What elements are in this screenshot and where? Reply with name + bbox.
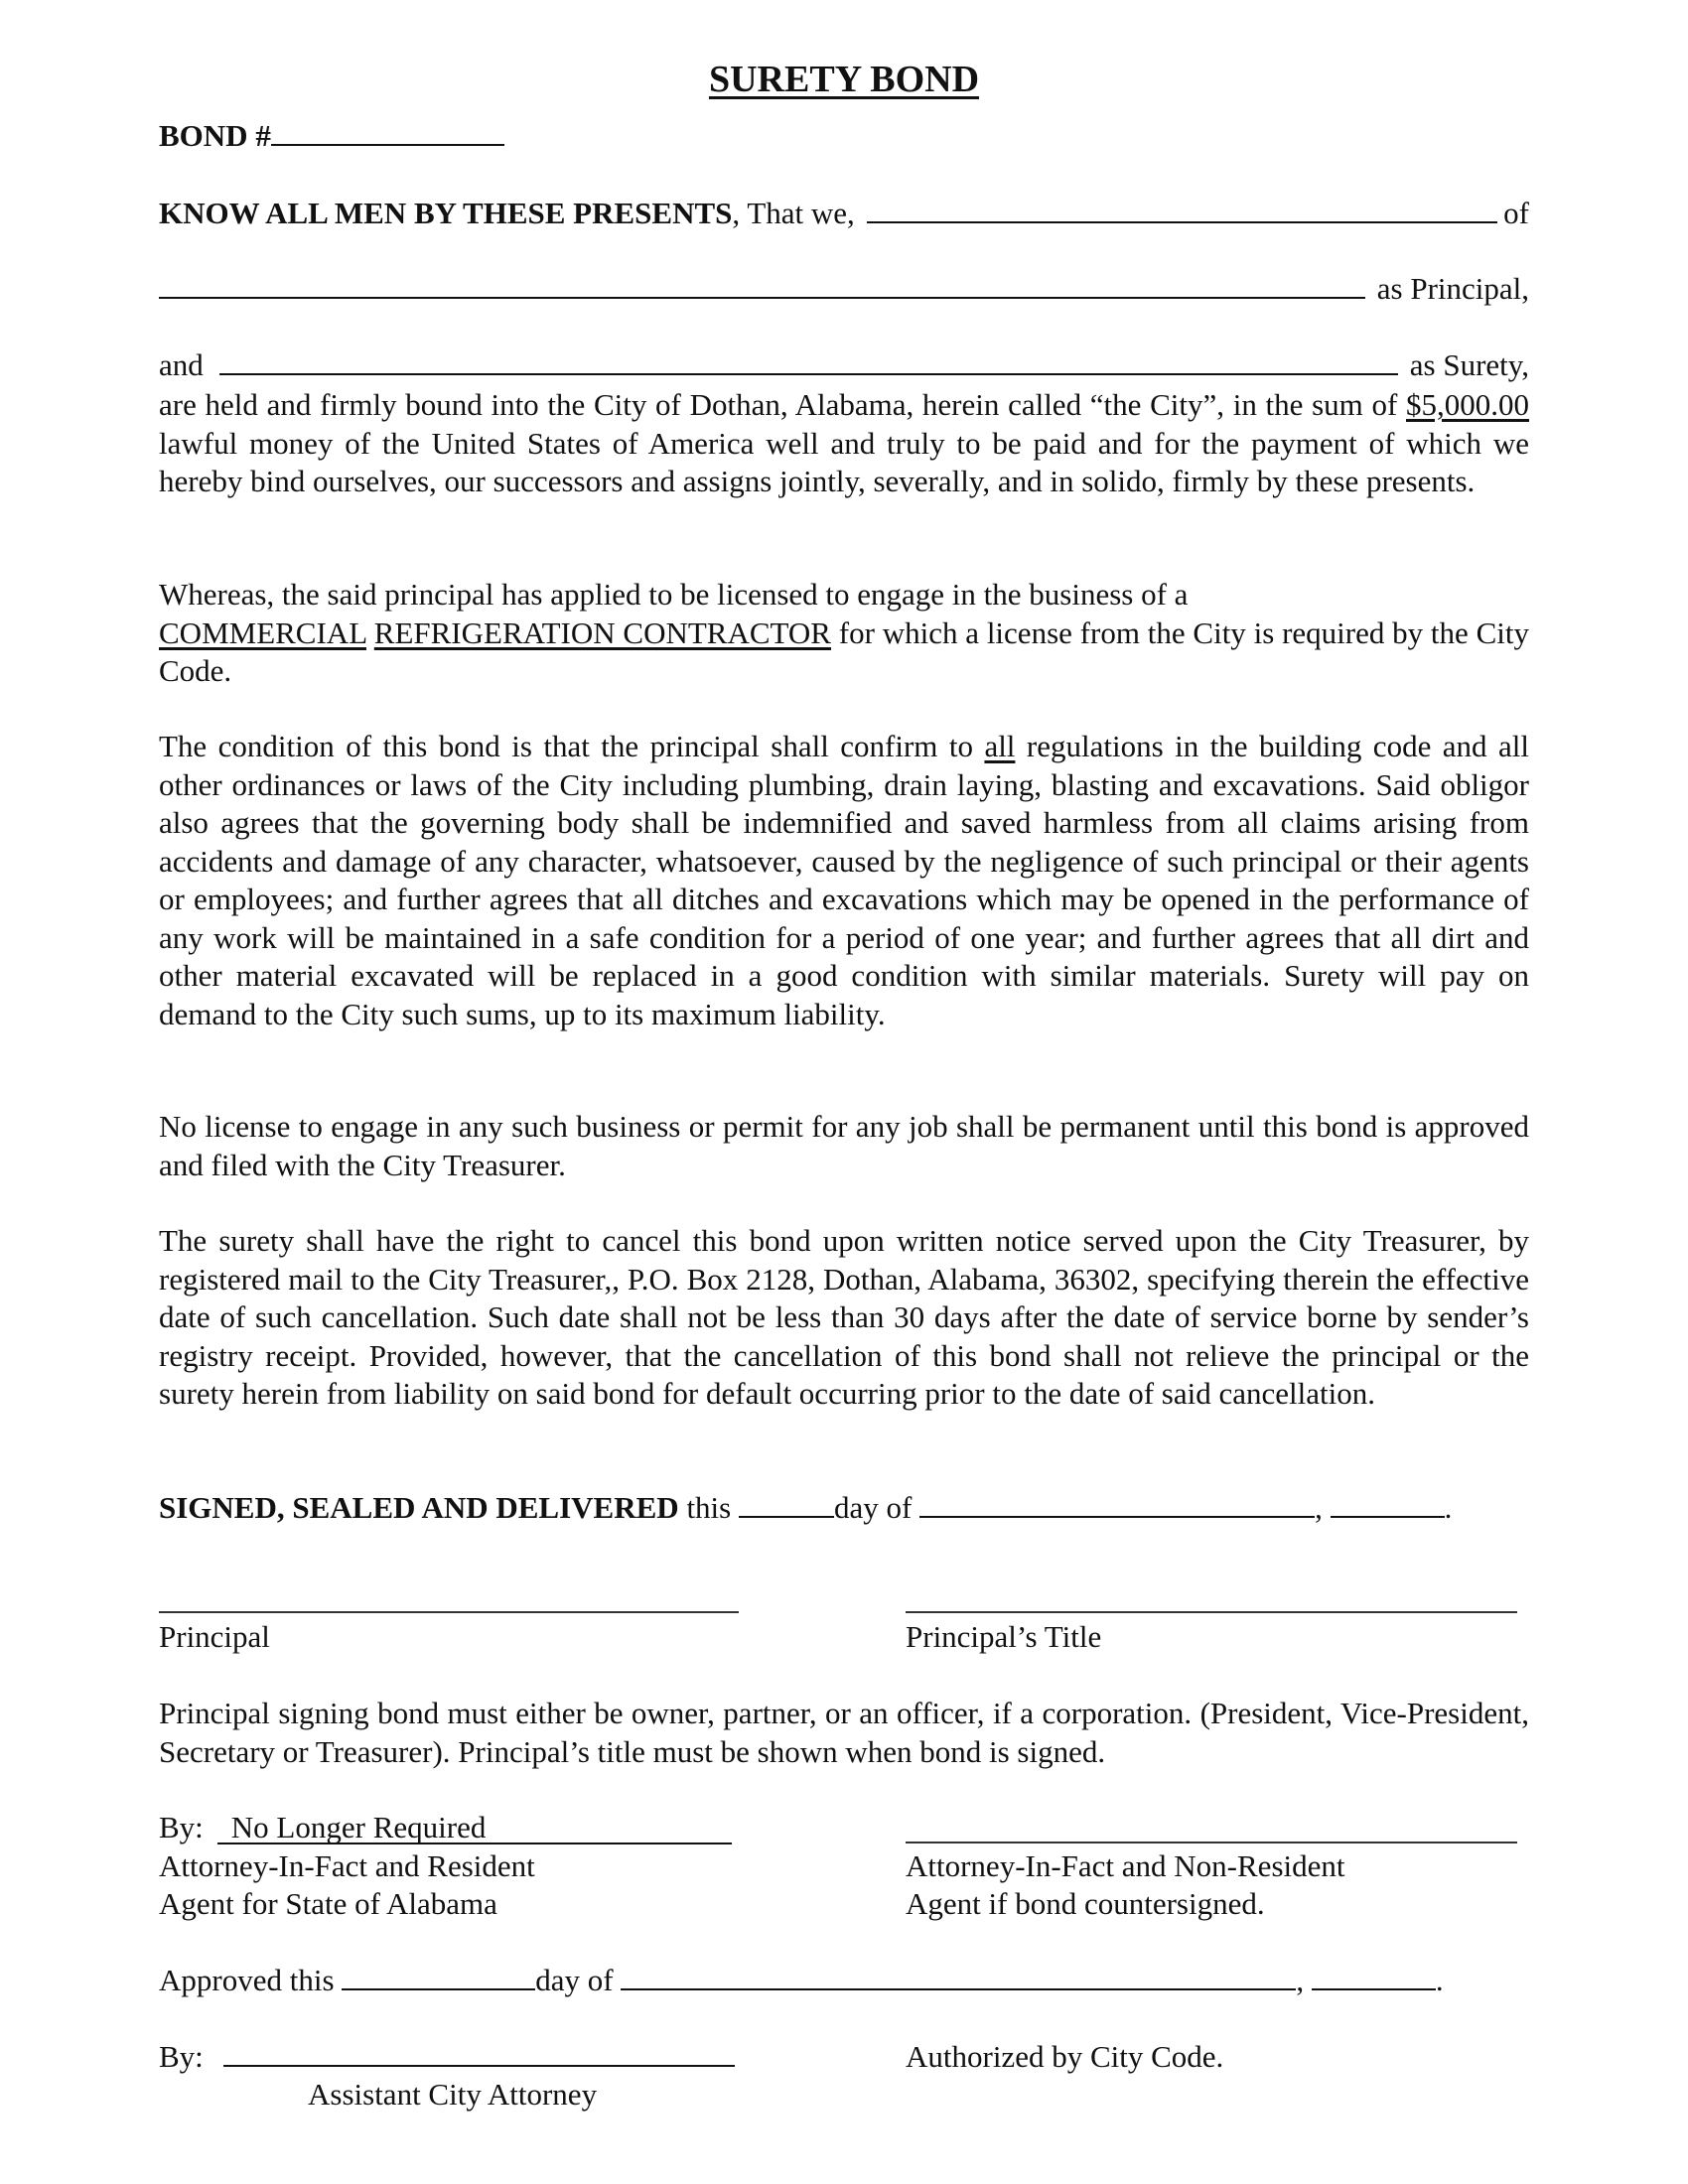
signed-day-of-text: day of — [833, 1490, 913, 1525]
of-text: of — [1503, 196, 1529, 230]
document-title: SURETY BOND — [708, 59, 980, 100]
paragraph-whereas-text-b: for which a license from the City is required by the City Code. — [159, 614, 1530, 688]
approved-row — [159, 1962, 1444, 1999]
signed-sealed-row — [159, 1489, 1452, 1527]
business-type-commercial: COMMERCIAL — [159, 614, 366, 650]
bond-number-blank[interactable] — [271, 122, 504, 146]
approved-this-text: Approved this — [159, 1963, 335, 1997]
approved-period: . — [1435, 1963, 1444, 1997]
signed-this-text: this — [678, 1490, 739, 1525]
principal-signature-line[interactable] — [159, 1611, 739, 1613]
approved-month-blank[interactable] — [621, 1967, 1296, 1990]
as-principal-text: as Principal, — [1376, 271, 1529, 306]
paragraph-whereas-text-a: Whereas, the said principal has applied to be licensed to engage in the business of a — [159, 577, 1189, 612]
city-attorney-by-label: By: — [159, 2039, 204, 2074]
principal-name-blank[interactable] — [867, 200, 1497, 223]
bond-number-label: BOND # — [159, 118, 271, 153]
paragraph-no-license: No license to engage in any such business or permit for any job shall be permanent until this bond is approved and filed with the City Treasurer. — [159, 1109, 1529, 1182]
approved-day-of-text: day of — [535, 1963, 614, 1997]
paragraph-bound-text-b: lawful money of the United States of America well and truly to be paid and for the payment of which we hereby bind ourselves, our successors and assigns jointly, severally, and in solido, firmly by these presents. — [159, 425, 1529, 498]
approved-comma: , — [1296, 1963, 1305, 1997]
signed-period: . — [1444, 1490, 1453, 1525]
signed-month-blank[interactable] — [919, 1494, 1315, 1518]
paragraph-condition-text-a: The condition of this bond is that the principal shall confirm to — [159, 729, 985, 763]
bond-number-row — [159, 117, 504, 155]
resident-agent-by-row — [159, 1809, 732, 1846]
principal-address-blank[interactable] — [159, 275, 1365, 299]
signed-year-blank[interactable] — [1331, 1494, 1445, 1518]
signed-comma: , — [1315, 1490, 1323, 1525]
and-text: and — [159, 347, 204, 382]
signed-sealed-heading: SIGNED, SEALED AND DELIVERED — [159, 1490, 679, 1525]
principal-label: Principal — [159, 1619, 270, 1654]
paragraph-bound — [159, 386, 1529, 501]
principal-address-row — [159, 270, 1529, 308]
know-all-men-heading: KNOW ALL MEN BY THESE PRESENTS — [159, 196, 733, 230]
signed-day-blank[interactable] — [739, 1494, 834, 1518]
resident-by-label: By: — [159, 1810, 204, 1844]
paragraph-condition-text-b: regulations in the building code and all other ordinances or laws of the City including plumbing, drain laying, blasting and excavations. Said obligor also agrees that the governing body shall be indemnified and saved harmless from all claims arising from accidents and damage of any character, whatsoever, caused by the negligence of such principal or their agents or employees; and further agrees that all ditches and excavations which may be opened in the performance of any work will be maintained in a safe condition for a period of one year; and further agrees that all dirt and other material excavated will be replaced in a good condition with similar materials. Surety will pay on demand to the City such sums, up to its maximum liability. — [159, 729, 1529, 1031]
all-underlined: all — [984, 729, 1016, 763]
authorized-by-city-code: Authorized by City Code. — [906, 2039, 1224, 2074]
resident-agent-signature-field[interactable]: No Longer Required — [217, 1813, 732, 1844]
assistant-city-attorney-label: Assistant City Attorney — [308, 2077, 598, 2112]
principals-title-label: Principal’s Title — [906, 1619, 1102, 1654]
nonresident-agent-label-2: Agent if bond countersigned. — [906, 1886, 1265, 1921]
bond-amount: $5,000.00 — [1406, 387, 1529, 422]
approved-year-blank[interactable] — [1312, 1967, 1436, 1990]
approved-day-blank[interactable] — [342, 1967, 535, 1990]
surety-row — [159, 346, 1529, 384]
principal-title-line[interactable] — [906, 1611, 1517, 1613]
resident-agent-label-2: Agent for State of Alabama — [159, 1886, 497, 1921]
know-all-men-row — [159, 195, 1529, 232]
paragraph-cancel: The surety shall have the right to cancel this bond upon written notice served upon the City Treasurer, by registered mail to the City Treasurer,, P.O. Box 2128, Dothan, Alabama, 36302, specifying therein the effective date of such cancellation. Such date shall not be less than 30 days after the date of service borne by sender’s registry receipt. Provided, however, that the cancellation of this bond shall not relieve the principal or the surety herein from liability on said bond for default occurring prior to the date of said cancellation. — [159, 1223, 1529, 1411]
that-we-text: , That we, — [732, 196, 855, 230]
as-surety-text: as Surety, — [1409, 347, 1529, 382]
paragraph-whereas — [159, 576, 1529, 691]
resident-agent-label-1: Attorney-In-Fact and Resident — [159, 1848, 535, 1883]
paragraph-condition — [159, 728, 1529, 1033]
business-type-refrigeration: REFRIGERATION CONTRACTOR — [373, 614, 831, 650]
city-attorney-by-row — [159, 2038, 735, 2076]
paragraph-principal-signing: Principal signing bond must either be owner, partner, or an officer, if a corporation. (President, Vice-President, Secretary or Treasurer). Principal’s title must be shown when bond is signed. — [159, 1696, 1529, 1769]
nonresident-agent-signature-line[interactable] — [906, 1842, 1517, 1843]
paragraph-bound-text-a: are held and firmly bound into the City of Dothan, Alabama, herein called “the City”, in the sum of — [159, 387, 1406, 422]
surety-name-blank[interactable] — [219, 351, 1398, 375]
nonresident-agent-label-1: Attorney-In-Fact and Non-Resident — [906, 1848, 1345, 1883]
city-attorney-signature-blank[interactable] — [223, 2043, 735, 2067]
